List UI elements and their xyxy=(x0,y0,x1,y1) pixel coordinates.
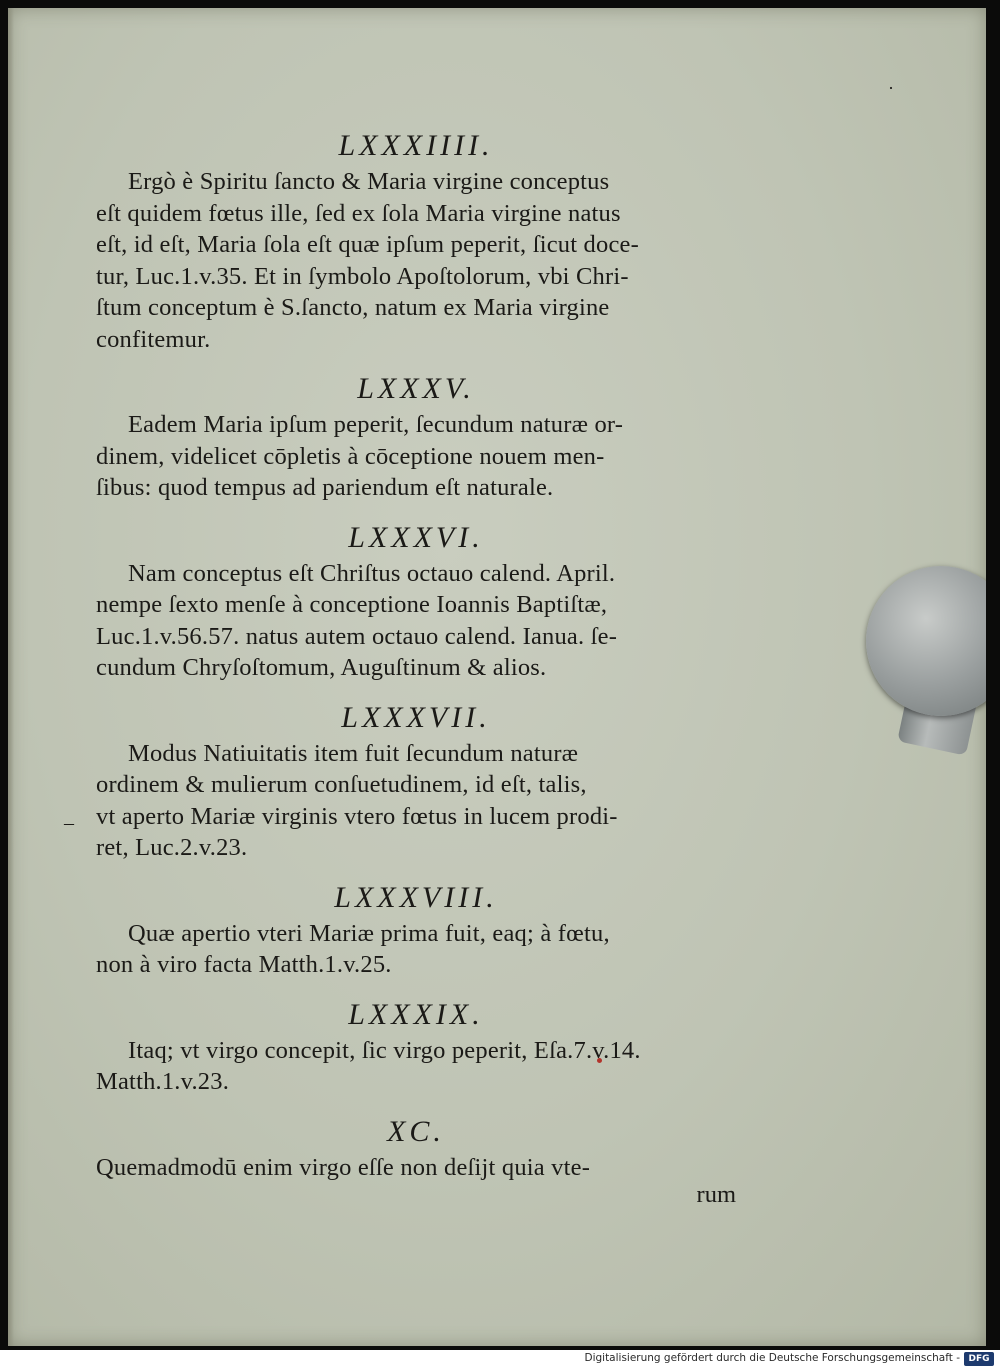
text-line: eſt quidem fœtus ille, ſed ex ſola Maria virgine natus xyxy=(96,199,621,227)
catchword: rum xyxy=(696,1181,736,1208)
text-line: tur, Luc.1.v.35. Et in ſymbolo Apoſtolorum, vbi Chri- xyxy=(96,262,629,290)
text-line: non à viro facta Matth.1.v.25. xyxy=(96,951,392,978)
section-paragraph xyxy=(96,738,736,864)
footer-bar xyxy=(0,1350,1000,1369)
page-edge-shadow xyxy=(8,8,14,1346)
text-line: Itaq; vt virgo concepit, ſic virgo peperit, Eſa.7.v.14. xyxy=(128,1036,641,1064)
section-heading: LXXXVII. xyxy=(341,700,491,734)
section-86 xyxy=(96,518,736,684)
funding-credit: Digitalisierung gefördert durch die Deutsche Forschungsgemeinschaft - xyxy=(584,1352,960,1364)
section-89 xyxy=(96,995,736,1098)
text-line: ſtum conceptum è S.ſancto, natum ex Maria virgine xyxy=(96,294,610,321)
text-block xyxy=(96,126,736,1210)
section-87 xyxy=(96,698,736,864)
section-85 xyxy=(96,369,736,504)
section-heading: LXXXVI. xyxy=(348,520,484,554)
text-line: cundum Chryſoſtomum, Auguſtinum & alios. xyxy=(96,654,547,681)
section-heading: LXXXIX. xyxy=(348,997,484,1031)
text-line: eſt, id eſt, Maria ſola eſt quæ ipſum peperit, ſicut doce- xyxy=(96,231,639,258)
scan-edge xyxy=(986,540,1000,800)
text-line: nempe ſexto menſe à conceptione Ioannis Baptiſtæ, xyxy=(96,591,608,618)
text-line: vt aperto Mariæ virginis vtero fœtus in lucem prodi- xyxy=(96,802,618,830)
text-line: Eadem Maria ipſum peperit, ſecundum naturæ or- xyxy=(128,411,624,438)
section-paragraph xyxy=(96,918,736,981)
text-line: Matth.1.v.23. xyxy=(96,1068,230,1095)
corner-mark: · xyxy=(888,78,894,98)
section-heading: LXXXV. xyxy=(357,372,475,405)
dfg-logo: DFG xyxy=(964,1352,994,1366)
section-heading: LXXXIIII. xyxy=(338,129,494,162)
section-heading: LXXXVIII. xyxy=(334,880,498,914)
text-line: Modus Natiuitatis item fuit ſecundum naturæ xyxy=(128,739,579,767)
section-88 xyxy=(96,878,736,981)
text-line: dinem, videlicet cōpletis à cōceptione nouem men- xyxy=(96,442,605,470)
text-line: Nam conceptus eſt Chriſtus octauo calend. April. xyxy=(128,559,616,587)
section-paragraph xyxy=(96,409,736,504)
text-line: ſibus: quod tempus ad pariendum eſt naturale. xyxy=(96,474,554,501)
section-84 xyxy=(96,126,736,355)
section-paragraph xyxy=(96,558,736,684)
section-heading: XC. xyxy=(387,1114,445,1148)
section-90 xyxy=(96,1112,736,1211)
text-line: confitemur. xyxy=(96,325,211,353)
text-line: Quemadmodū enim virgo eſſe non deſijt quia vte- xyxy=(96,1153,591,1181)
margin-dash: – xyxy=(64,812,74,834)
section-paragraph xyxy=(96,1035,736,1098)
text-line: Ergò è Spiritu ſancto & Maria virgine conceptus xyxy=(128,168,610,195)
text-line: ret, Luc.2.v.23. xyxy=(96,834,248,861)
text-line: ordinem & mulierum conſuetudinem, id eſt, talis, xyxy=(96,771,587,798)
text-line: Luc.1.v.56.57. natus autem octauo calend. Ianua. ſe- xyxy=(96,622,618,650)
text-line: Quæ apertio vteri Mariæ prima fuit, eaq; à fœtu, xyxy=(128,919,610,947)
section-paragraph xyxy=(96,166,736,355)
